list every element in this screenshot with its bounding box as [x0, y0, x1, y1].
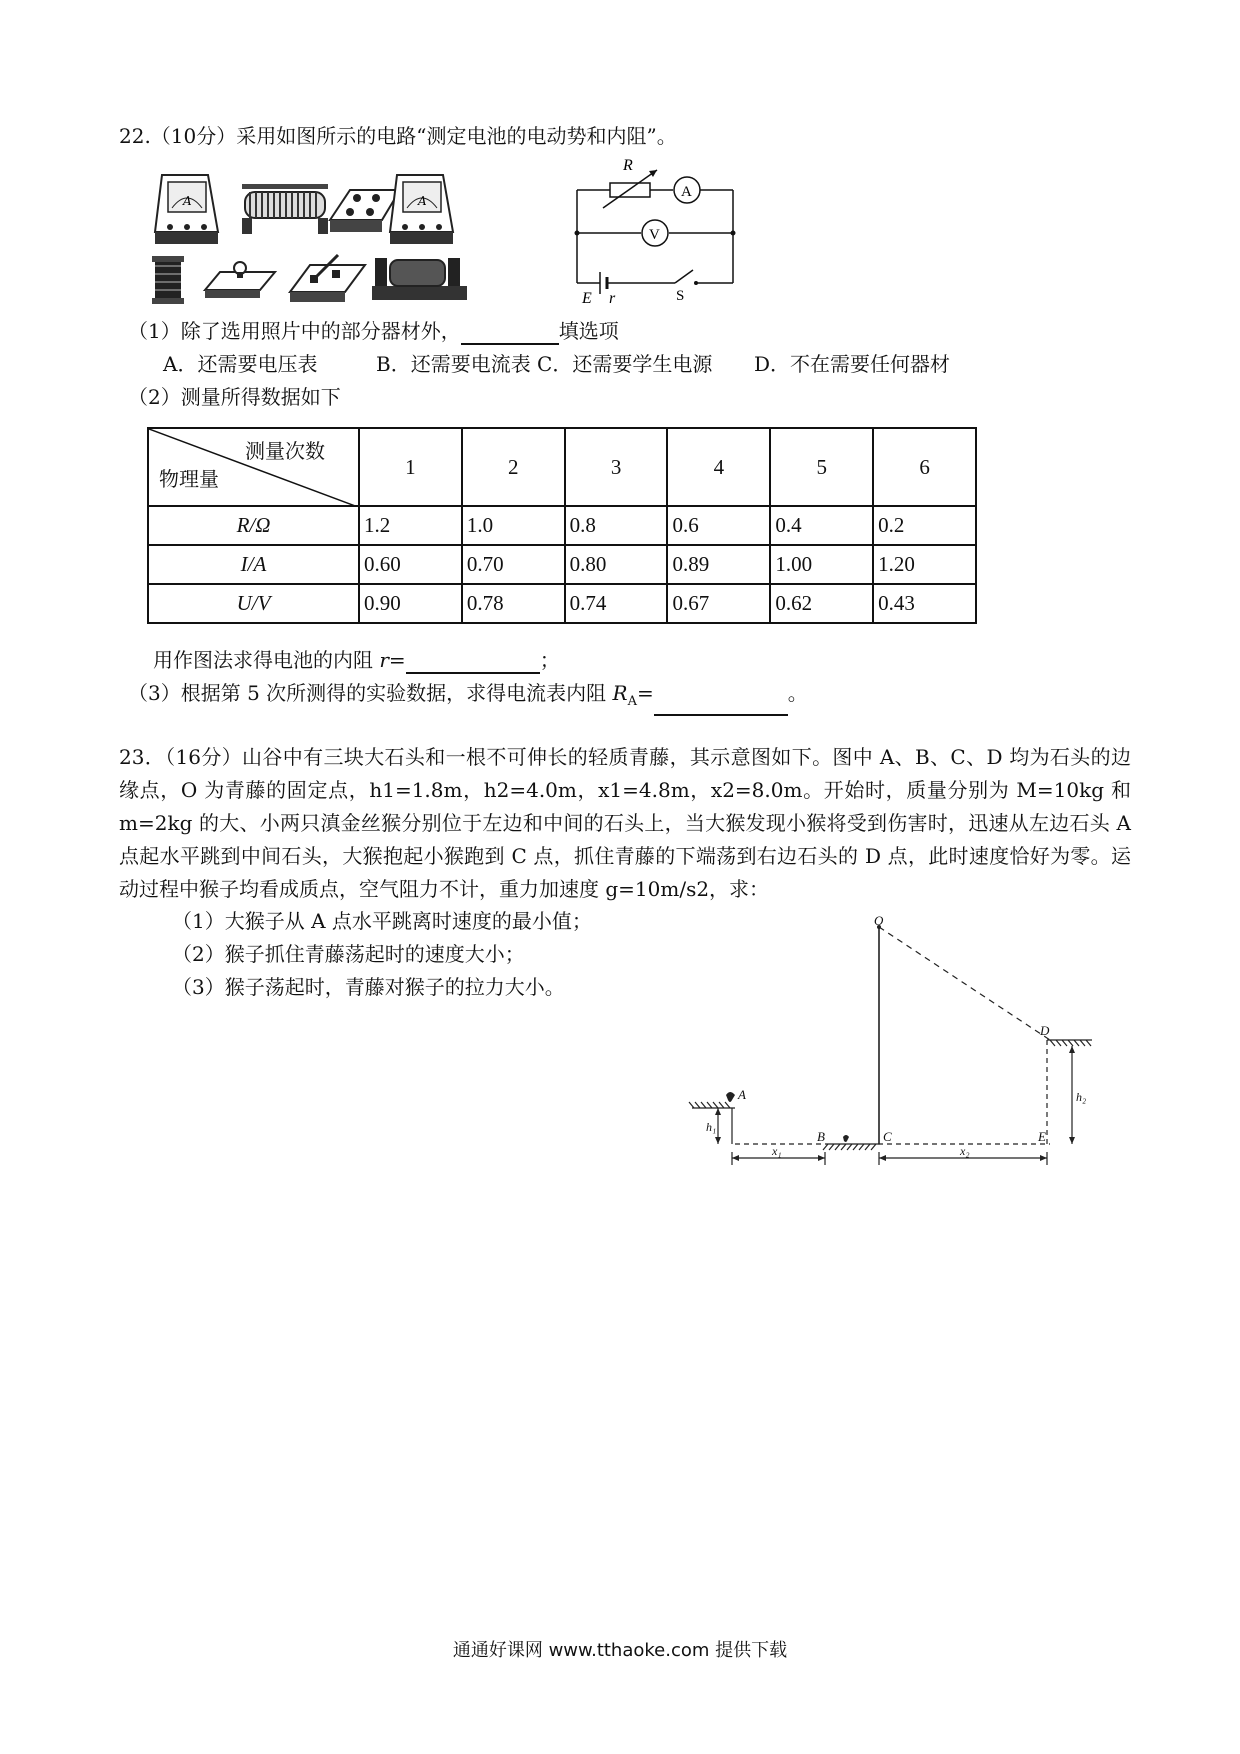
label-B: B [817, 1129, 825, 1144]
column-header: 4 [667, 428, 770, 506]
label-C: C [883, 1129, 892, 1144]
table-cell: 0.62 [770, 584, 873, 623]
battery-holder-icon [372, 258, 467, 300]
q23-question-3: （3）猴子荡起时，青藤对猴子的拉力大小。 [172, 975, 565, 999]
label-R: R [623, 157, 633, 174]
row-label: R/Ω [148, 506, 359, 545]
table-cell: 0.78 [462, 584, 565, 623]
q23-question-1: （1）大猴子从 A 点水平跳离时速度的最小值； [172, 909, 592, 933]
svg-text:A: A [183, 194, 192, 208]
label-D: D [1040, 1023, 1050, 1038]
table-header-row [148, 428, 976, 506]
table-cell: 0.70 [462, 545, 565, 584]
q23-paragraph: 23．（16分）山谷中有三块大石头和一根不可伸长的轻质青藤，其示意图如下。图中 A、B、C、D 均为石头的边缘点，O 为青藤的固定点，h1=1.8m，h2=4.0m，x1=4.8m，x2=8.0m。开始时，质量分别为 M=10kg 和 m=2kg 的大、小两只滇金丝猴分别位于左边和中间的石头上，当大猴发现小猴将受到伤害时，迅速从左边石头 A 点起水平跳到中间石头，大猴抱起小猴跑到 C 点，抓住青藤的下端荡到右边石头的 D 点，此时速度恰好为零。运动过程中猴子均看成质点，空气阻力不计，重力加速度 g=10m/s2，求： [119, 745, 1131, 901]
q22-sub2: （2）测量所得数据如下 [128, 385, 341, 409]
coil-icon [152, 256, 184, 304]
circuit-diagram [565, 148, 750, 308]
label-A: A [681, 184, 692, 200]
ammeter-icon [155, 175, 218, 244]
q22-option-bc: B．还需要电流表 C．还需要学生电源 [376, 352, 713, 376]
column-header: 1 [359, 428, 462, 506]
knife-switch-icon [290, 255, 365, 302]
page-footer: 通通好课网 www.tthaoke.com 提供下载 [452, 1640, 788, 1661]
column-header: 6 [873, 428, 976, 506]
table-cell: 0.43 [873, 584, 976, 623]
answer-blank-3 [654, 694, 788, 716]
table-cell: 0.6 [667, 506, 770, 545]
rheostat-icon [242, 184, 328, 234]
q22-sub1: （1）除了选用照片中的部分器材外， 填选项 [128, 319, 619, 343]
q22-title: 22.（10分）采用如图所示的电路“测定电池的电动势和内阻”。 [119, 124, 677, 148]
vine-diagram [680, 915, 1120, 1180]
table-cell: 0.90 [359, 584, 462, 623]
table-cell: 0.89 [667, 545, 770, 584]
label-A: A [738, 1087, 746, 1102]
column-header: 3 [565, 428, 668, 506]
table-cell: 1.00 [770, 545, 873, 584]
table-row [148, 545, 976, 584]
table-cell: 0.60 [359, 545, 462, 584]
row-label: U/V [148, 584, 359, 623]
label-h2: h₂ [1076, 1090, 1087, 1104]
small-monkey-icon [843, 1135, 849, 1142]
label-x1: x₁ [772, 1144, 782, 1158]
header-top-label: 测量次数 [245, 439, 325, 463]
table-cell: 0.4 [770, 506, 873, 545]
ammeter-icon-2 [390, 175, 453, 244]
q22-graph-line: 用作图法求得电池的内阻 r= ； [153, 648, 560, 672]
label-E: E [1038, 1129, 1046, 1144]
table-row [148, 506, 976, 545]
svg-text:A: A [418, 194, 427, 208]
q22-option-d: D．不在需要任何器材 [754, 352, 951, 376]
header-bottom-label: 物理量 [159, 467, 219, 491]
table-cell: 1.0 [462, 506, 565, 545]
label-h1: h₁ [706, 1120, 717, 1134]
data-table [147, 427, 977, 624]
table-cell: 1.20 [873, 545, 976, 584]
table-cell: 0.8 [565, 506, 668, 545]
q22-sub3: （3）根据第 5 次所测得的实验数据，求得电流表内阻 $R_A=$ 。 [128, 679, 808, 716]
table-cell: 0.67 [667, 584, 770, 623]
bulb-board-icon [205, 262, 275, 298]
resistor-icon [610, 183, 650, 197]
table-row [148, 584, 976, 623]
table-cell: 0.2 [873, 506, 976, 545]
table-cell: 0.74 [565, 584, 668, 623]
q22-option-a: A．还需要电压表 [163, 352, 318, 376]
label-E: E [582, 290, 592, 307]
answer-blank-1 [461, 323, 559, 345]
equipment-photo [150, 160, 515, 310]
label-r: r [609, 290, 616, 307]
table-cell: 0.80 [565, 545, 668, 584]
answer-blank-2 [406, 652, 540, 674]
switch-symbol [675, 270, 693, 283]
label-S: S [676, 288, 685, 304]
q23-question-2: （2）猴子抓住青藤荡起时的速度大小； [172, 942, 525, 966]
label-O: O [874, 915, 884, 928]
label-x2: x₂ [960, 1144, 970, 1158]
large-monkey-icon [726, 1092, 735, 1102]
switch-board-icon [330, 190, 400, 232]
table-corner-cell [148, 428, 359, 506]
label-V: V [649, 227, 660, 243]
row-label: I/A [148, 545, 359, 584]
table-cell: 1.2 [359, 506, 462, 545]
column-header: 2 [462, 428, 565, 506]
column-header: 5 [770, 428, 873, 506]
